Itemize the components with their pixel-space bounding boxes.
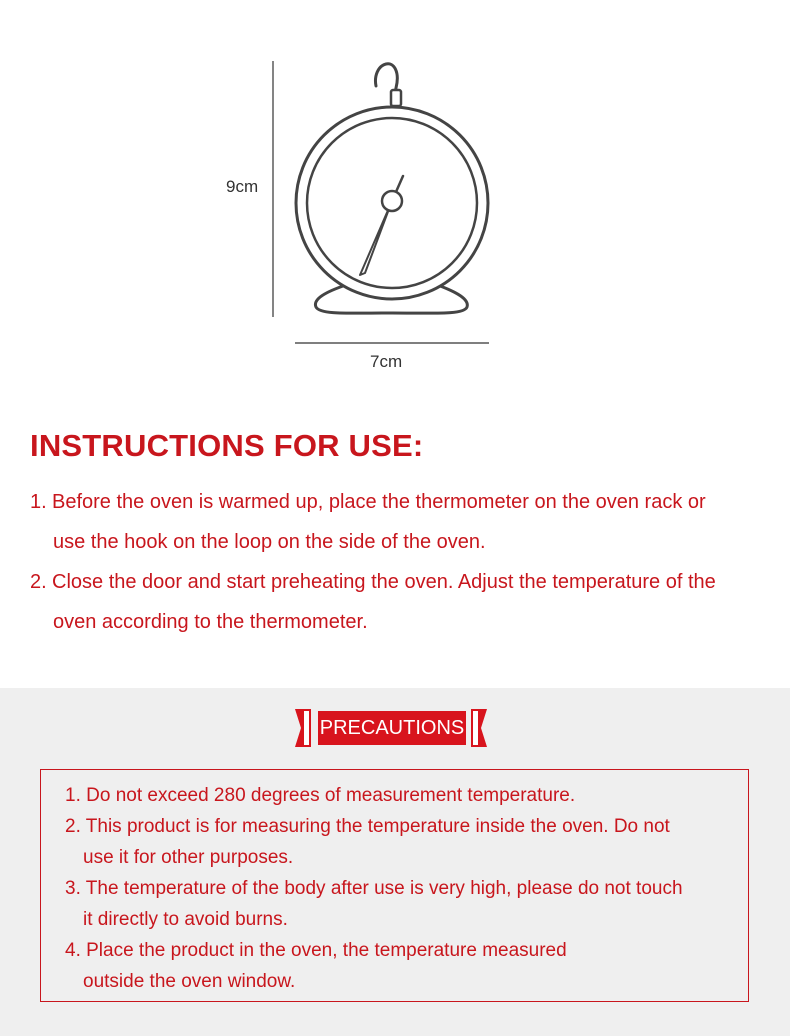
instruction-item: [30, 562, 770, 642]
instruction-text: Before the oven is warmed up, place the thermometer on the oven rack or: [52, 491, 706, 513]
instruction-text-cont: use the hook on the loop on the side of the oven.: [53, 531, 486, 553]
precaution-text-cont: use it for other purposes.: [83, 847, 294, 868]
precaution-item: [65, 811, 748, 873]
precaution-text-cont: outside the oven window.: [83, 971, 296, 992]
precaution-item: [65, 873, 748, 935]
precaution-item: [65, 935, 748, 997]
precaution-text-cont: it directly to avoid burns.: [83, 909, 288, 930]
width-label: 7cm: [370, 352, 403, 371]
precautions-box: [40, 769, 749, 1002]
precaution-item: [65, 780, 748, 811]
thermometer-diagram: [0, 0, 790, 400]
instruction-number: 1.: [30, 491, 47, 513]
precaution-text: 1. Do not exceed 280 degrees of measurement temperature.: [65, 785, 576, 806]
instruction-text: Close the door and start preheating the oven. Adjust the temperature of the: [52, 571, 716, 593]
instructions-list: [30, 482, 770, 642]
precaution-text: 4. Place the product in the oven, the temperature measured: [65, 940, 567, 961]
instruction-number: 2.: [30, 571, 47, 593]
precaution-text: 2. This product is for measuring the temperature inside the oven. Do not: [65, 816, 670, 837]
precautions-title: PRECAUTIONS: [318, 711, 466, 745]
instruction-item: [30, 482, 770, 562]
oven-thermometer-icon: [0, 0, 790, 400]
height-label: 9cm: [226, 177, 259, 196]
instruction-text-cont: oven according to the thermometer.: [53, 611, 368, 633]
needle-pivot: [382, 191, 402, 211]
precaution-text: 3. The temperature of the body after use is very high, please do not touch: [65, 878, 683, 899]
instructions-title: INSTRUCTIONS FOR USE:: [30, 428, 424, 463]
precautions-list: [41, 770, 748, 997]
